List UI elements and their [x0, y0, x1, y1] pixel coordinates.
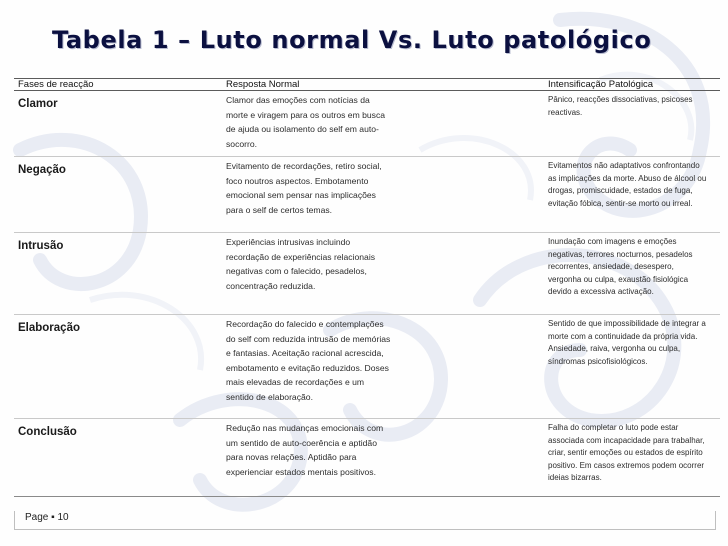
pathological-cell [548, 91, 720, 157]
pathological-text: Sentido de que impossibilidade de integrar a morte com a continuidade da própria vida. Ansiedade, raiva, vergonha ou culpa, síndromas psicofisiológicos. [548, 319, 706, 366]
table-row [14, 419, 720, 497]
normal-response-text: Recordação do falecido e contemplações do self com reduzida intrusão de memórias e fantasias. Aceitação racional acrescida, embotamento e evitação reduzidos. Doses mais elevadas de recordações e um sentido de elaboração. [226, 319, 391, 402]
pathological-cell [548, 419, 720, 497]
pathological-text: Pânico, reacções dissociativas, psicoses reactivas. [548, 95, 693, 117]
footer-bar [14, 511, 716, 530]
normal-response-cell [226, 233, 548, 315]
phase-cell: Elaboração [14, 315, 226, 419]
normal-response-text: Evitamento de recordações, retiro social, foco noutros aspectos. Embotamento emocional sem pensar nas implicações para o self de certos temas. [226, 161, 382, 215]
table-row [14, 315, 720, 419]
normal-response-text: Redução nas mudanças emocionais com um sentido de auto-coerência e aptidão para novas relações. Aptidão para experienciar estados mentais positivos. [226, 423, 384, 477]
normal-response-text: Clamor das emoções com notícias da morte e viragem para os outros em busca de ajuda ou isolamento do self em auto-socorro. [226, 95, 386, 149]
table-row [14, 157, 720, 233]
phase-cell: Clamor [14, 91, 226, 157]
table-row [14, 91, 720, 157]
table-row [14, 233, 720, 315]
header-normal-response: Resposta Normal [226, 79, 548, 91]
header-pathological: Intensificação Patológica [548, 79, 720, 91]
table-header-row [14, 79, 720, 91]
normal-response-text: Experiências intrusivas incluindo recordação de experiências relacionais negativas com o falecido, pesadelos, concentração reduzida. [226, 237, 376, 291]
pathological-cell [548, 233, 720, 315]
normal-response-cell [226, 419, 548, 497]
pathological-cell [548, 315, 720, 419]
phase-cell: Conclusão [14, 419, 226, 497]
comparison-table [14, 78, 720, 497]
normal-response-cell [226, 315, 548, 419]
pathological-text: Evitamentos não adaptativos confrontando as implicações da morte. Abuso de álcool ou drogas, promiscuidade, estados de fuga, evitação fóbica, sentir-se morto ou irreal. [548, 161, 707, 208]
header-phase: Fases de reacção [14, 79, 226, 91]
page-number: Page ▪ 10 [25, 512, 69, 523]
phase-cell: Intrusão [14, 233, 226, 315]
pathological-text: Falha do completar o luto pode estar associada com incapacidade para trabalhar, criar, sentir emoções ou estados de espírito positivo. Em casos extremos podem ocorrer ideias bizarras. [548, 423, 705, 483]
normal-response-cell [226, 91, 548, 157]
pathological-text: Inundação com imagens e emoções negativas, terrores nocturnos, pesadelos recorrentes, ansiedade, desespero, vergonha ou culpa, exaustão fisiológica devido a excessiva activação. [548, 237, 693, 297]
page-title: Tabela 1 – Luto normal Vs. Luto patológico [52, 26, 652, 54]
phase-cell: Negação [14, 157, 226, 233]
pathological-cell [548, 157, 720, 233]
normal-response-cell [226, 157, 548, 233]
